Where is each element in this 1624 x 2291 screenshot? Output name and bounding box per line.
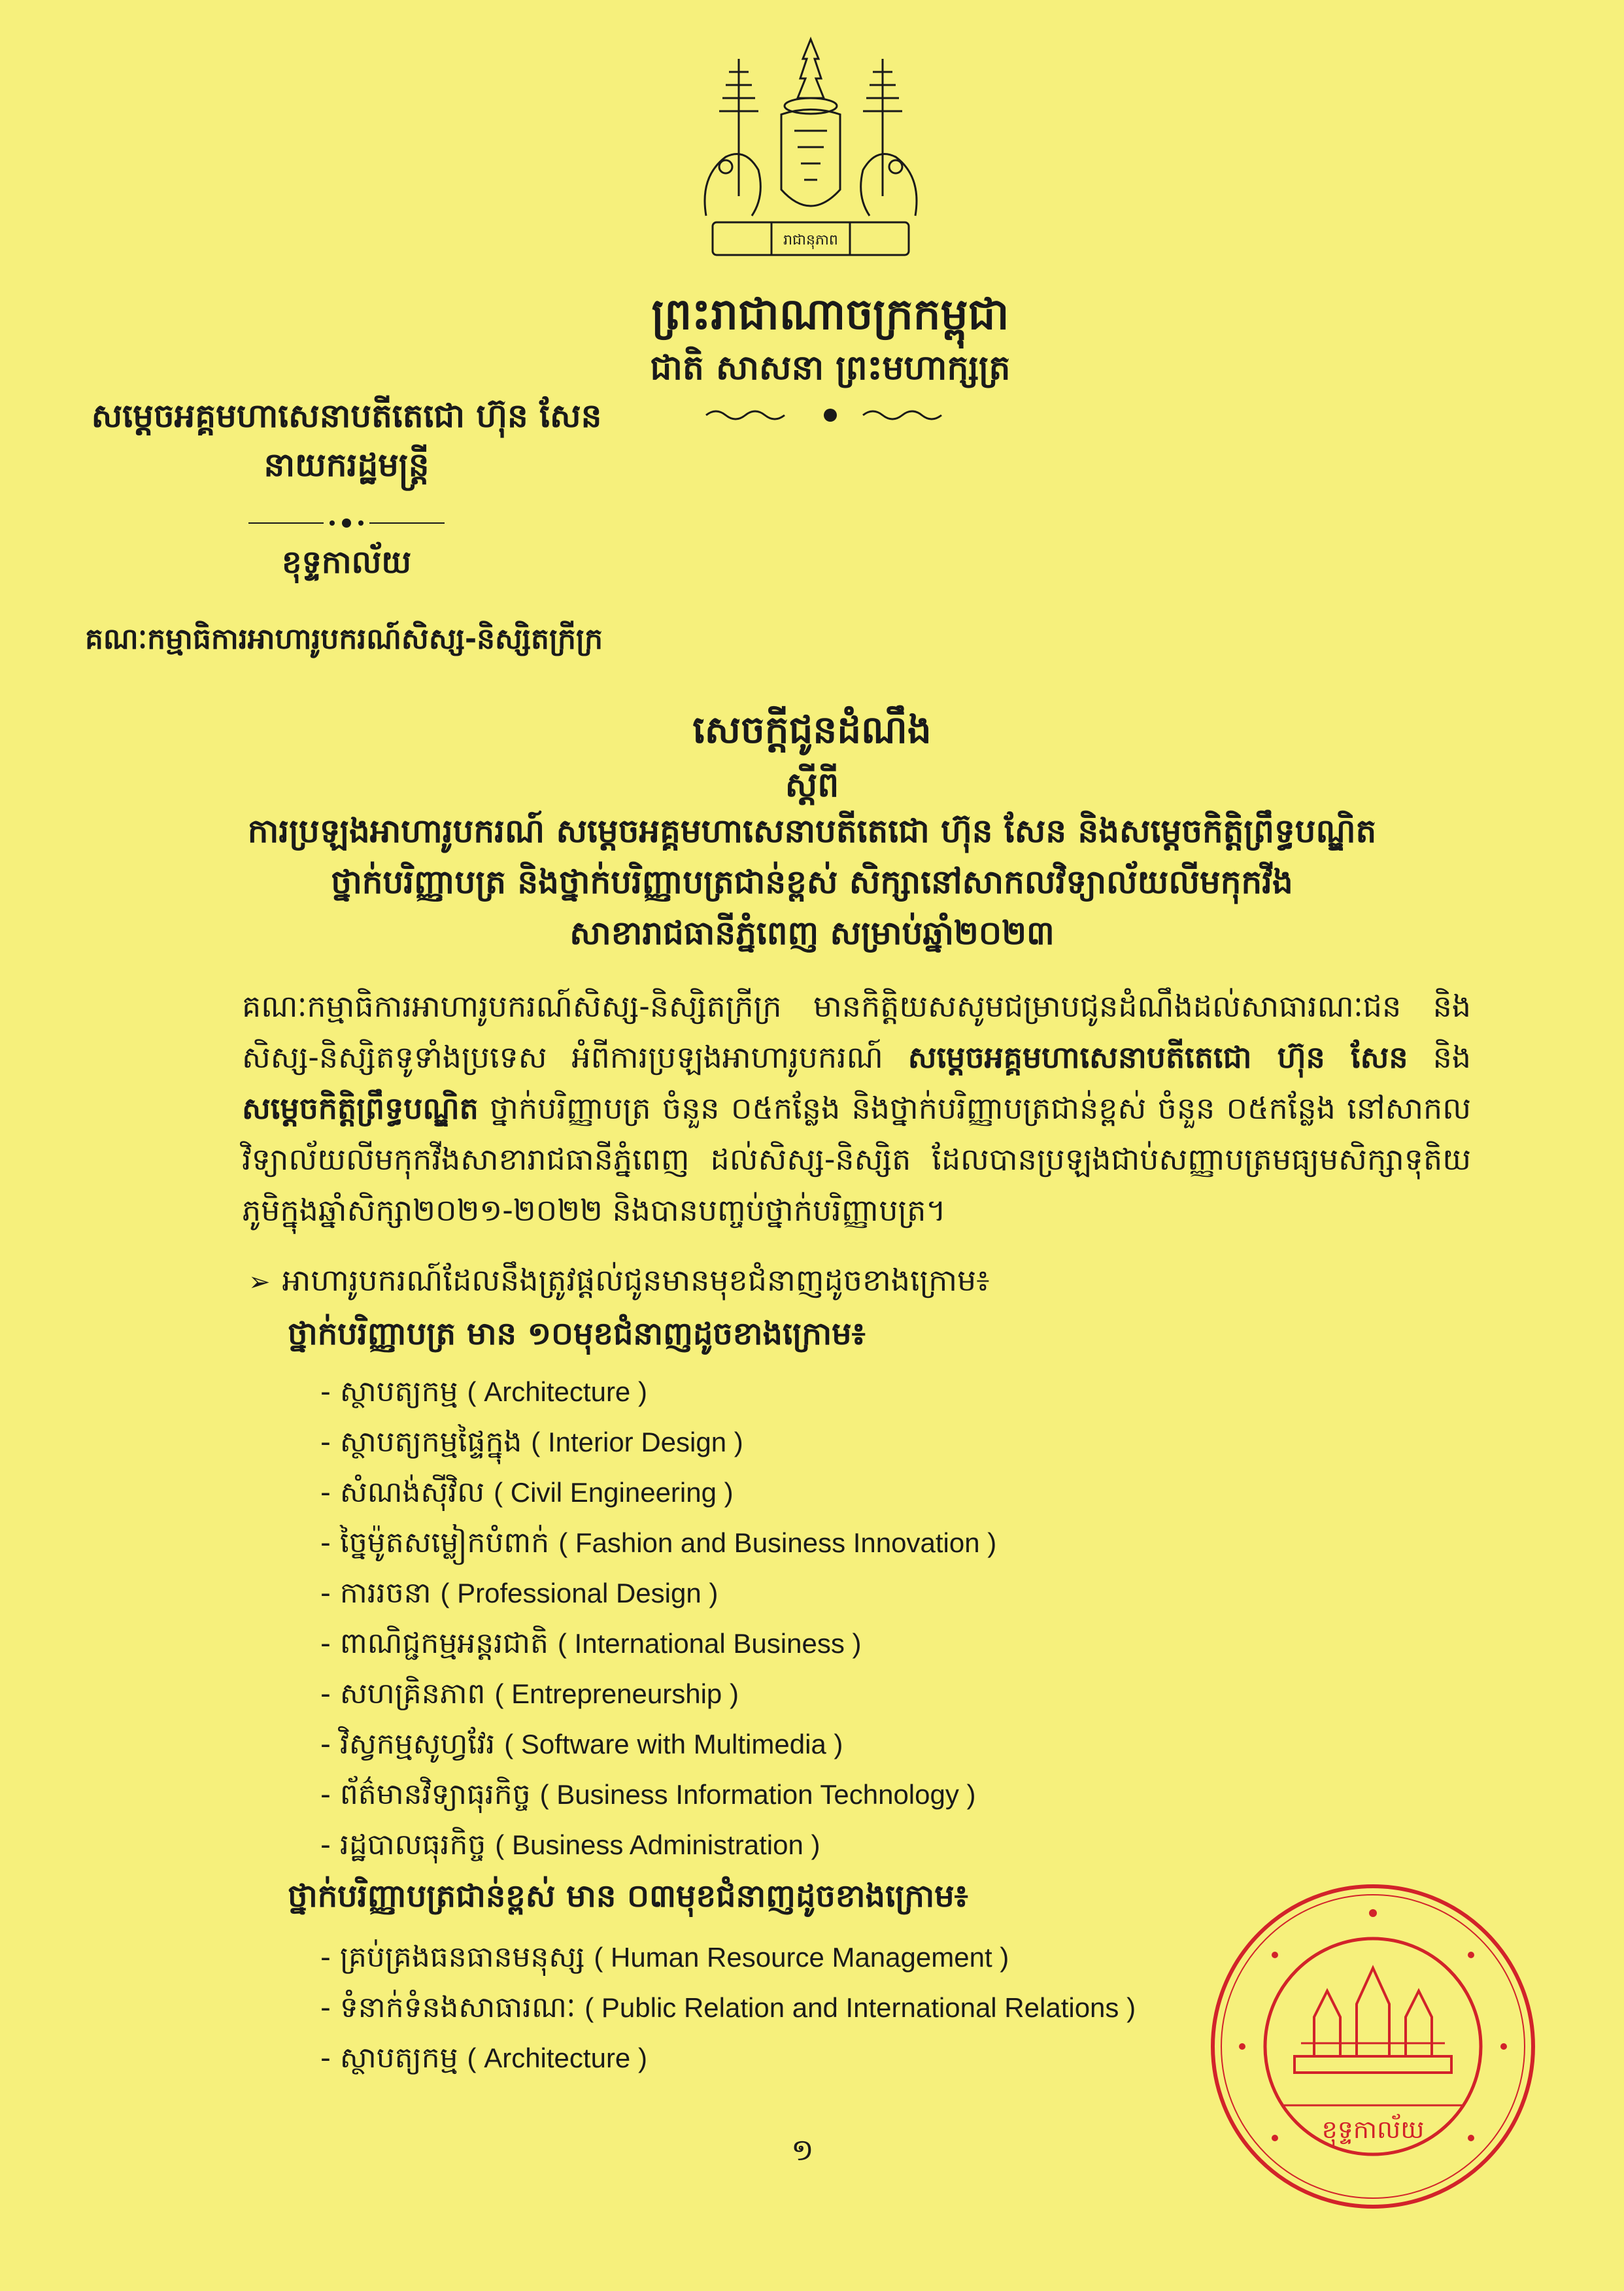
master-heading: ថ្នាក់បរិញ្ញាបត្រជាន់ខ្ពស់ មាន ០៣មុខជំនាញដូចខាងក្រោម៖ bbox=[288, 1878, 968, 1914]
major-item bbox=[320, 1618, 996, 1669]
major-name-khmer: - ស្ថាបត្យកម្ម bbox=[320, 2041, 467, 2075]
major-item bbox=[320, 1467, 996, 1518]
major-name-khmer: - ពាណិជ្ជកម្មអន្តរជាតិ bbox=[320, 1627, 558, 1660]
motto-ornament-icon bbox=[693, 405, 968, 425]
paragraph-text: ថ្នាក់បរិញ្ញាបត្រ ចំនួន ០៥កន្លែង និងថ្នាក់បរិញ្ញាបត្រជាន់ខ្ពស់ ចំនួន ០៥កន្លែង នៅសាកលវិទ្យាល័យលីមកុកវីងសាខារាជធានីភ្នំពេញ ដល់សិស្ស-និស្សិត ដែលបានប្រឡងជាប់សញ្ញាបត្រមធ្យមសិក្សាទុតិយភូមិក្នុងឆ្នាំសិក្សា២០២១-២០២២ និងបានបញ្ចប់ថ្នាក់បរិញ្ញាបត្រ។ bbox=[242, 1091, 1471, 1228]
master-majors-list bbox=[320, 1932, 1136, 2083]
major-name-english: ( Interior Design ) bbox=[531, 1427, 743, 1457]
major-item bbox=[320, 1982, 1136, 2033]
major-item bbox=[320, 1932, 1136, 1982]
bachelor-heading: ថ្នាក់បរិញ្ញាបត្រ មាន ១០មុខជំនាញដូចខាងក្រោម៖ bbox=[288, 1315, 866, 1352]
major-name-khmer: - គ្រប់គ្រងធនធានមនុស្ស bbox=[320, 1941, 594, 1974]
paragraph-text: និង bbox=[1408, 1040, 1471, 1075]
svg-text:ខុទ្ទកាល័យ: ខុទ្ទកាល័យ bbox=[1321, 2115, 1425, 2144]
divider-ornament-icon bbox=[248, 517, 445, 530]
major-item bbox=[320, 1417, 996, 1467]
paragraph-text: គណៈកម្មាធិការអាហារូបករណ៍សិស្ស-និស្សិតក្រីក្រ មានកិត្តិយសសូមជម្រាបជូនដំណឹងដល់សាធារណៈជន និងសិស្ស-និស្សិតទូទាំងប្រទេស អំពីការប្រឡងអាហារូបករណ៍ bbox=[242, 989, 1471, 1075]
major-name-khmer: - ទំនាក់ទំនងសាធារណៈ bbox=[320, 1991, 585, 2024]
notice-subject-line2: ថ្នាក់បរិញ្ញាបត្រ និងថ្នាក់បរិញ្ញាបត្រជាន់ខ្ពស់ សិក្សានៅសាកលវិទ្យាល័យលីមកុកវីង bbox=[331, 862, 1293, 901]
major-name-khmer: - វិស្វកម្មសូហ្វវែរ bbox=[320, 1727, 505, 1761]
announcement-paragraph bbox=[242, 981, 1471, 1236]
bachelor-majors-list bbox=[320, 1366, 996, 1870]
notice-heading: សេចក្ដីជូនដំណឹង bbox=[692, 707, 932, 752]
major-item bbox=[320, 1518, 996, 1568]
major-name-english: ( Business Administration ) bbox=[495, 1829, 820, 1860]
sender-position: នាយករដ្ឋមន្ត្រី bbox=[263, 446, 430, 484]
major-name-khmer: - ស្ថាបត្យកម្មផ្ទៃក្នុង bbox=[320, 1425, 532, 1459]
major-name-english: ( International Business ) bbox=[557, 1628, 862, 1659]
major-name-khmer: - ព័ត៌មានវិទ្យាធុរកិច្ច bbox=[320, 1778, 540, 1811]
major-item bbox=[320, 1719, 996, 1769]
committee-name: គណៈកម្មាធិការអាហារូបករណ៍សិស្ស-និស្សិតក្រីក្រ bbox=[85, 622, 603, 656]
paragraph-bold-name: សម្ដេចអគ្គមហាសេនាបតីតេជោ ហ៊ុន សែន bbox=[907, 1040, 1408, 1075]
major-name-english: ( Civil Engineering ) bbox=[494, 1477, 734, 1508]
major-name-khmer: - សំណង់ស៊ីវិល bbox=[320, 1476, 494, 1509]
major-name-khmer: - ច្នៃម៉ូតសម្លៀកបំពាក់ bbox=[320, 1526, 559, 1559]
notice-subject-line3: សាខារាជធានីភ្នំពេញ សម្រាប់ឆ្នាំ២០២៣ bbox=[569, 913, 1055, 952]
office-name: ខុទ្ទកាល័យ bbox=[281, 544, 412, 581]
notice-about: ស្ដីពី bbox=[785, 765, 839, 805]
major-name-khmer: - ការរចនា bbox=[320, 1576, 441, 1610]
major-name-english: ( Software with Multimedia ) bbox=[504, 1729, 843, 1759]
major-item bbox=[320, 1366, 996, 1417]
major-item bbox=[320, 1568, 996, 1618]
major-name-khmer: - សហគ្រិនភាព bbox=[320, 1677, 495, 1710]
national-motto: ជាតិ សាសនា ព្រះមហាក្សត្រ bbox=[650, 348, 1011, 388]
svg-text:រាជានុភាព: រាជានុភាព bbox=[783, 232, 838, 248]
major-item bbox=[320, 1669, 996, 1719]
major-name-khmer: - ស្ថាបត្យកម្ម bbox=[320, 1375, 467, 1408]
major-name-english: ( Fashion and Business Innovation ) bbox=[558, 1527, 997, 1558]
official-seal-icon bbox=[1203, 1876, 1543, 2216]
major-item bbox=[320, 1820, 996, 1870]
intro-text: អាហារូបករណ៍ដែលនឹងត្រូវផ្ដល់ជូនមានមុខជំនាញដូចខាងក្រោម៖ bbox=[282, 1263, 990, 1298]
major-name-english: ( Architecture ) bbox=[467, 1376, 647, 1407]
major-item bbox=[320, 1769, 996, 1820]
scholarship-intro bbox=[248, 1262, 989, 1306]
page-number: ១ bbox=[791, 2132, 814, 2167]
kingdom-name: ព្រះរាជាណាចក្រកម្ពុជា bbox=[651, 288, 1009, 339]
major-item bbox=[320, 2033, 1136, 2083]
major-name-english: ( Entrepreneurship ) bbox=[494, 1678, 739, 1709]
notice-subject-line1: ការប្រឡងអាហារូបករណ៍ សម្ដេចអគ្គមហាសេនាបតីតេជោ ហ៊ុន សែន និងសម្ដេចកិត្តិព្រឹទ្ធបណ្ឌិត bbox=[247, 811, 1377, 850]
major-name-english: ( Professional Design ) bbox=[440, 1578, 719, 1608]
sender-title: សម្ដេចអគ្គមហាសេនាបតីតេជោ ហ៊ុន សែន bbox=[91, 397, 602, 435]
major-name-english: ( Human Resource Management ) bbox=[594, 1942, 1009, 1973]
arrow-bullet-icon: ➢ bbox=[248, 1267, 271, 1297]
major-name-english: ( Public Relation and International Relations ) bbox=[584, 1992, 1136, 2023]
major-name-khmer: - រដ្ឋបាលធុរកិច្ច bbox=[320, 1828, 496, 1861]
royal-coat-of-arms-icon bbox=[667, 33, 955, 275]
paragraph-bold-name: សម្ដេចកិត្តិព្រឹទ្ធបណ្ឌិត bbox=[242, 1091, 479, 1126]
major-name-english: ( Architecture ) bbox=[467, 2043, 647, 2073]
major-name-english: ( Business Information Technology ) bbox=[539, 1779, 976, 1810]
